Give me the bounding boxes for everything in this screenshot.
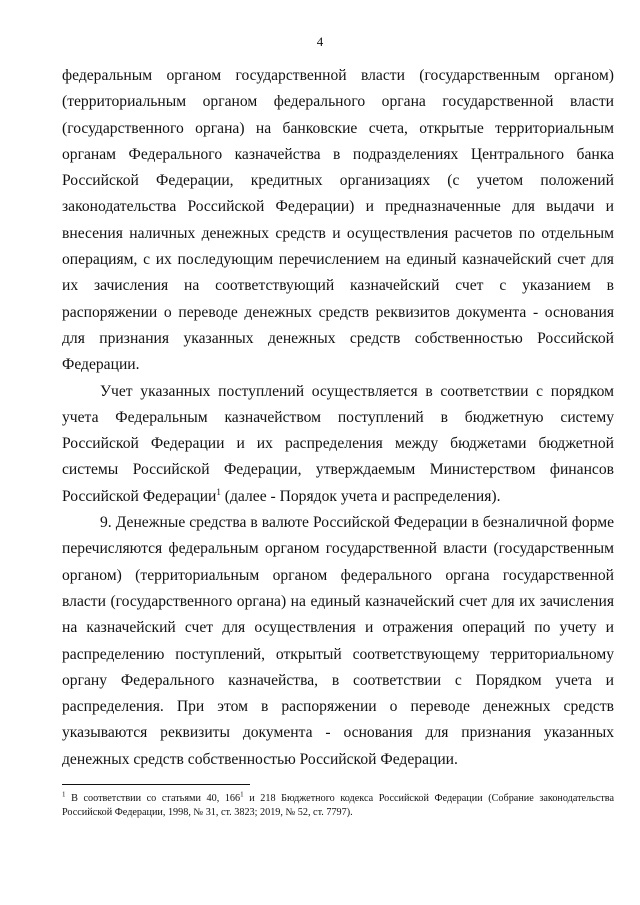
- footnote-text: В соответствии со статьями 40, 166: [65, 793, 241, 804]
- document-body: [62, 63, 614, 773]
- footnote-marker: 1: [62, 790, 66, 799]
- footnote-separator: [62, 784, 250, 785]
- page-number: 4: [316, 34, 324, 49]
- paragraph-item-9: 9. Денежные средства в валюте Российской Федерации в безналичной форме перечисляются федеральным органом государственной власти (государственным органом) (территориальным органом федерального органа государственной власти (государственного органа) на единый казначейский счет для их зачисления на казначейский счет для осуществления и отражения операций по учету и распределению поступлений, открытый соответствующему территориальному органу Федерального казначейства, в соответствии с Порядком учета и распределения. При этом в распоряжении о переводе денежных средств указываются реквизиты документа - основания для признания указанных денежных средств собственностью Российской Федерации.: [62, 514, 614, 768]
- paragraph-accounting-order-end: (далее - Порядок учета и распределения).: [220, 487, 501, 505]
- paragraph-accounting-order-text: Учет указанных поступлений осуществляется в соответствии с порядком учета Федеральным казначейством поступлений в бюджетную систему Российской Федерации и их распределения между бюджетами бюджетной системы Российской Федерации, утверждаемым Министерством финансов Российской Федерации: [62, 382, 614, 505]
- footnote-reference: 1: [216, 486, 221, 497]
- footnote-article-superscript: 1: [240, 790, 244, 799]
- footnote-text-end: и 218 Бюджетного кодекса Российской Федерации (Собрание законодательства Российской Федерации, 1998, № 31, ст. 3823; 2019, № 52, ст. 7797).: [62, 793, 614, 818]
- paragraph-continuation: федеральным органом государственной власти (государственным органом) (территориальным органом федерального органа государственной власти (государственного органа) на банковские счета, открытые территориальным органам Федерального казначейства в подразделениях Центрального банка Российской Федерации, кредитных организациях (с учетом положений законодательства Российской Федерации) и предназначенные для выдачи и внесения наличных денежных средств и осуществления расчетов по отдельным операциям, с их последующим перечислением на единый казначейский счет для их зачисления на соответствующий казначейский счет с указанием в распоряжении о переводе денежных средств реквизитов документа - основания для признания указанных денежных средств собственностью Российской Федерации.: [62, 67, 614, 374]
- footnote: [62, 792, 614, 820]
- paragraph-accounting-order: [62, 379, 614, 510]
